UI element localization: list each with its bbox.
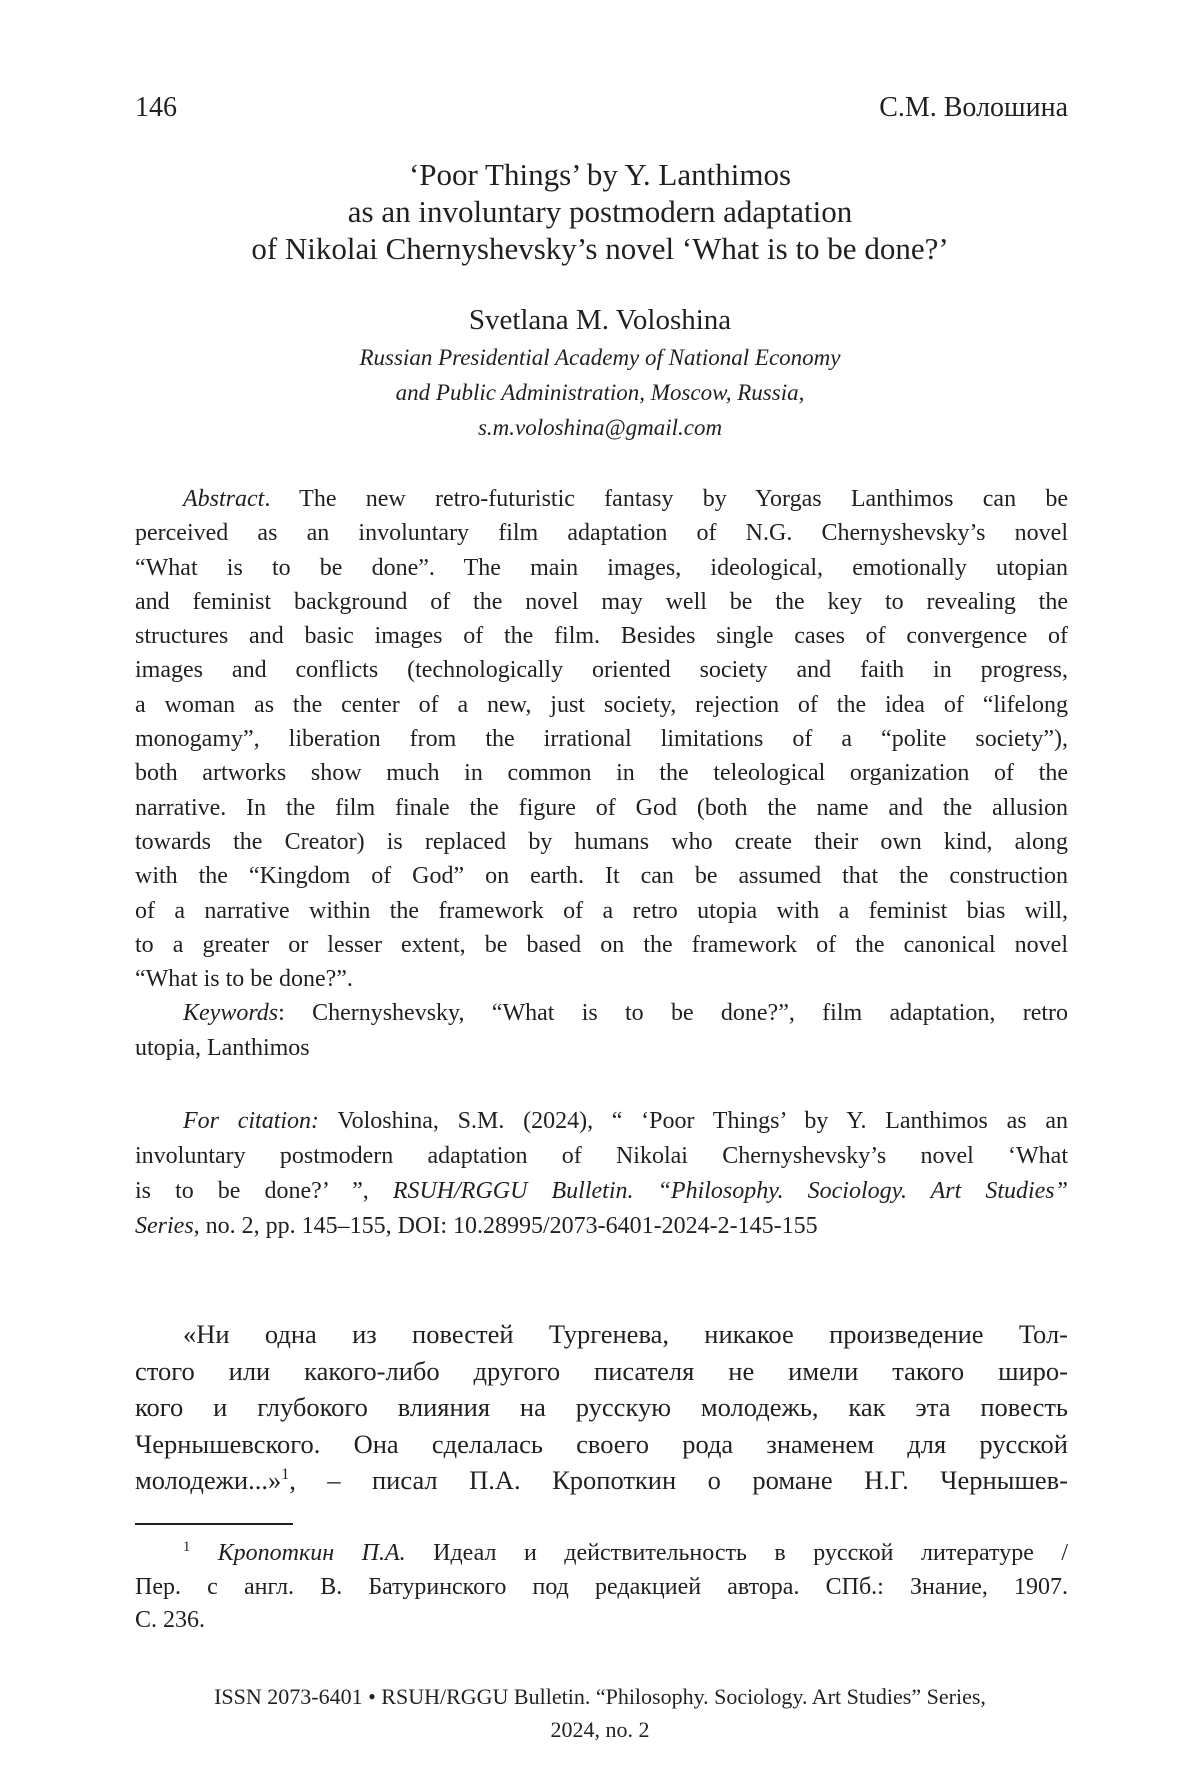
text-line <box>135 859 1068 893</box>
text-line <box>135 928 1068 962</box>
text-segment: RSUH/RGGU Bulletin. “Philosophy. Sociology. Art Studies” <box>393 1178 1068 1204</box>
text-segment: “What is to be done?”. <box>135 966 353 992</box>
text-line <box>135 1139 1068 1174</box>
text-segment: Пер. с англ. В. Батуринского под редакцией автора. СПб.: Знание, 1907. <box>135 1574 1068 1600</box>
text-segment: both artworks show much in common in the teleological organization of the <box>135 760 1068 786</box>
footer-line: 2024, no. 2 <box>0 1713 1200 1746</box>
text-segment: Идеал и действительность в русской литературе / <box>406 1540 1068 1566</box>
text-line <box>135 1353 1068 1390</box>
affiliation-line: Russian Presidential Academy of National Economy <box>0 340 1200 375</box>
text-segment: , no. 2, pp. 145–155, DOI: 10.28995/2073-6401-2024-2-145-155 <box>194 1213 818 1239</box>
text-line <box>135 1316 1068 1353</box>
text-line <box>135 1389 1068 1426</box>
text-line <box>135 585 1068 619</box>
text-segment: images and conflicts (technologically oriented society and faith in progress, <box>135 657 1068 683</box>
text-segment: Чернышевского. Она сделалась своего рода знаменем для русской <box>135 1429 1068 1459</box>
text-segment: Series <box>135 1213 194 1239</box>
text-segment: Voloshina, S.M. (2024), “ ‘Poor Things’ by Y. Lanthimos as an <box>319 1108 1068 1134</box>
text-segment: narrative. In the film finale the figure of God (both the name and the allusion <box>135 795 1068 821</box>
text-segment: Кропоткин П.А. <box>218 1540 406 1566</box>
page-number: 146 <box>135 92 177 124</box>
text-line <box>135 1571 1068 1605</box>
author-name: Svetlana M. Voloshina <box>0 304 1200 337</box>
citation <box>135 1104 1068 1244</box>
text-line <box>135 1462 1068 1499</box>
text-segment: involuntary postmodern adaptation of Nikolai Chernyshevsky’s novel ‘What <box>135 1143 1068 1169</box>
text-line <box>135 1537 1068 1571</box>
text-line <box>135 962 1068 996</box>
text-segment: For citation: <box>183 1108 319 1134</box>
text-line <box>135 516 1068 550</box>
text-segment: молодежи...» <box>135 1465 281 1495</box>
page-footer <box>0 1680 1200 1746</box>
text-segment: «Ни одна из повестей Тургенева, никакое произведение Тол- <box>183 1319 1068 1349</box>
footnote-divider <box>135 1523 293 1525</box>
text-line <box>135 1209 1068 1244</box>
text-segment: of a narrative within the framework of a retro utopia with a feminist bias will, <box>135 898 1068 924</box>
text-line <box>135 482 1068 516</box>
text-segment: a woman as the center of a new, just society, rejection of the idea of “lifelong <box>135 692 1068 718</box>
text-segment: стого или какого-либо другого писателя не имели такого широ- <box>135 1356 1068 1386</box>
text-segment: is to be done?’ ”, <box>135 1178 393 1204</box>
text-line <box>135 653 1068 687</box>
text-line <box>135 1604 1068 1638</box>
text-segment: кого и глубокого влияния на русскую молодежь, как эта повесть <box>135 1392 1068 1422</box>
footnote-mark: 1 <box>281 1467 289 1484</box>
footnote-mark: 1 <box>183 1539 190 1555</box>
body-text <box>135 1316 1068 1499</box>
text-segment: to a greater or lesser extent, be based on the framework of the canonical novel <box>135 932 1068 958</box>
text-line <box>135 688 1068 722</box>
text-segment: : Chernyshevsky, “What is to be done?”, film adaptation, retro <box>278 1000 1068 1026</box>
affiliation-line: and Public Administration, Moscow, Russia, <box>0 375 1200 410</box>
text-segment: towards the Creator) is replaced by humans who create their own kind, along <box>135 829 1068 855</box>
text-segment: Keywords <box>183 1000 278 1026</box>
text-line <box>135 1104 1068 1139</box>
text-line <box>135 894 1068 928</box>
text-segment: structures and basic images of the film. Besides single cases of convergence of <box>135 623 1068 649</box>
running-head: С.М. Волошина <box>879 92 1068 124</box>
footnote <box>135 1537 1068 1638</box>
text-line <box>135 1174 1068 1209</box>
footer-line: ISSN 2073-6401 • RSUH/RGGU Bulletin. “Philosophy. Sociology. Art Studies” Series, <box>0 1680 1200 1713</box>
author-email: s.m.voloshina@gmail.com <box>0 410 1200 445</box>
text-segment <box>190 1540 218 1566</box>
text-line <box>135 1031 1068 1065</box>
abstract <box>135 482 1068 1065</box>
text-segment: Abstract <box>183 486 264 512</box>
affiliation <box>0 340 1200 445</box>
text-line <box>135 996 1068 1030</box>
text-segment: perceived as an involuntary film adaptation of N.G. Chernyshevsky’s novel <box>135 520 1068 546</box>
text-segment: “What is to be done”. The main images, ideological, emotionally utopian <box>135 555 1068 581</box>
text-segment: , – писал П.А. Кропоткин о романе Н.Г. Чернышев- <box>289 1465 1068 1495</box>
text-segment: and feminist background of the novel may well be the key to revealing the <box>135 589 1068 615</box>
text-segment: with the “Kingdom of God” on earth. It can be assumed that the construction <box>135 863 1068 889</box>
text-line <box>135 551 1068 585</box>
title-line: as an involuntary postmodern adaptation <box>0 193 1200 230</box>
title-line: ‘Poor Things’ by Y. Lanthimos <box>0 156 1200 193</box>
text-line <box>135 756 1068 790</box>
text-line <box>135 619 1068 653</box>
text-segment: monogamy”, liberation from the irrational limitations of a “polite society”), <box>135 726 1068 752</box>
text-line <box>135 791 1068 825</box>
text-line <box>135 1426 1068 1463</box>
text-segment: . The new retro-futuristic fantasy by Yorgas Lanthimos can be <box>264 486 1068 512</box>
article-title <box>0 156 1200 267</box>
text-line <box>135 722 1068 756</box>
text-segment: utopia, Lanthimos <box>135 1035 310 1061</box>
title-line: of Nikolai Chernyshevsky’s novel ‘What is to be done?’ <box>0 230 1200 267</box>
text-segment: С. 236. <box>135 1607 205 1633</box>
text-line <box>135 825 1068 859</box>
